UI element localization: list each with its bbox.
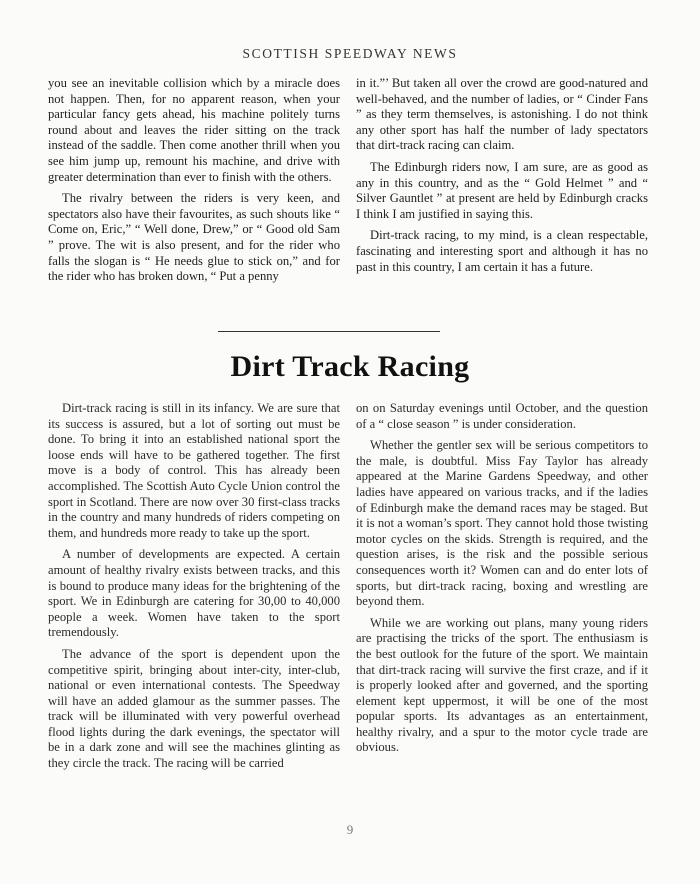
page-number: 9: [346, 822, 354, 837]
paragraph: on on Saturday evenings until October, and the question of a “ close season ” is under consideration.: [356, 401, 648, 431]
top-left-column: [48, 76, 340, 291]
paragraph: While we are working out plans, many young riders are practising the tricks of the sport. The enthusiasm is the best outlook for the future of the sport. We maintain that dirt-track racing will survive the first craze, and if it is properly looked after and governed, and the sporting element kept uppermost, it will be one of the most popular sports. Its advantages as an entertainment, healthy rivalry, and a spur to the motor cycle trade are obvious.: [356, 615, 648, 755]
paragraph: you see an inevitable collision which by a miracle does not happen. Then, for no apparent reason, when your particular fancy gets ahead, his machine politely turns round about and leaves the rider sitting on the track instead of the saddle. Then come another thrill when you see him jump up, remount his machine, and drive with greater determination than ever to finish with the others.: [48, 76, 340, 184]
paragraph: Whether the gentler sex will be serious competitors to the male, is doubtful. Miss Fay Taylor has already appeared at the Marine Gardens Speedway, and other ladies have appeared on various tracks, and if the ladies of Edinburgh make the demand races may be staged. But it is not a woman’s sport. They cannot hold those twisting motor cycles on the skids. Strength is required, and the question arises, is the risk and the possible serious consequences worth it? Women can and do enter lots of sports, but dirt-track racing, boxing and wrestling are beyond them.: [356, 438, 648, 609]
running-head: SCOTTISH SPEEDWAY NEWS: [242, 46, 458, 61]
article-left-column: [48, 401, 340, 778]
paragraph: The Edinburgh riders now, I am sure, are as good as any in this country, and as the “ Gold Helmet ” and “ Silver Gauntlet ” at present are held by Edinburgh cracks I think I am justified in saying this.: [356, 159, 648, 221]
article-right-column: [356, 401, 648, 762]
paragraph: Dirt-track racing, to my mind, is a clean respectable, fascinating and interesting sport and although it has no past in this country, I am certain it has a future.: [356, 228, 648, 274]
top-right-column: [356, 76, 648, 281]
paragraph: Dirt-track racing is still in its infancy. We are sure that its success is assured, but a lot of sorting out must be done. To bring it into an established national sport the loose ends will have to be gathered together. The first move is a body of control. This has already been accomplished. The Scottish Auto Cycle Union control the sport in Scotland. There are now over 30 first-class tracks in the country and many hundreds of riders competing on them, and hundreds more ready to take up the sport.: [48, 401, 340, 540]
paragraph: in it.”’ But taken all over the crowd are good-natured and well-behaved, and the number of ladies, or “ Cinder Fans ” as they term themselves, is astonishing. I do not think any other sport has half the number of lady spectators that dirt-track racing can claim.: [356, 76, 648, 153]
paragraph: The rivalry between the riders is very keen, and spectators also have their favourites, as such shouts like “ Come on, Eric,” “ Well done, Drew,” or “ Good old Sam ” prove. The wit is also present, and for the rider who falls the slogan is “ He needs glue to stick on,” and for the rider who has broken down, “ Put a penny: [48, 191, 340, 284]
paragraph: A number of developments are expected. A certain amount of healthy rivalry exists between tracks, and this is bound to produce many ideas for the brightening of the sport. We in Edinburgh are catering for 30,00 to 40,000 people a week. Women have taken to the sport tremendously.: [48, 547, 340, 640]
section-divider: [218, 331, 440, 332]
paragraph: The advance of the sport is dependent upon the competitive spirit, bringing about inter-city, inter-club, national or even international contests. The Speedway will have an added glamour as the summer passes. The track will be illuminated with very powerful overhead flood lights during the dark evenings, the spectator will be in a dark zone and will see the machines glinting as they circle the track. The racing will be carried: [48, 646, 340, 771]
article-title: Dirt Track Racing: [230, 350, 470, 383]
